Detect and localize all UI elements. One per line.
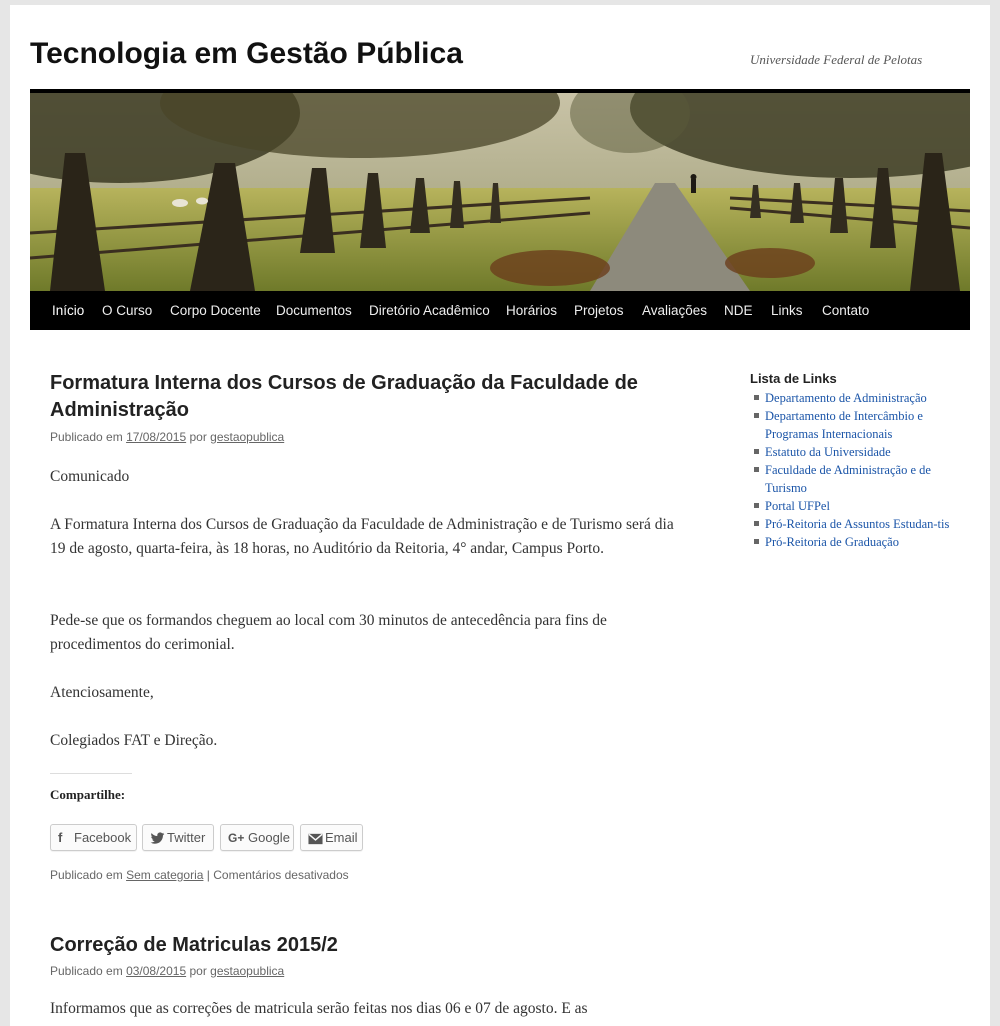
footer-separator: |: [206, 868, 210, 882]
post-paragraph: Atenciosamente,: [50, 684, 154, 701]
post-meta: [50, 964, 284, 978]
meta-by: por: [189, 430, 207, 444]
sidebar-link[interactable]: Estatuto da Universidade: [754, 443, 954, 461]
nav-item-o-curso[interactable]: O Curso: [102, 303, 153, 318]
share-email-label: Email: [325, 830, 358, 845]
google-plus-icon: G+: [228, 831, 245, 845]
meta-prefix: Publicado em: [50, 430, 123, 444]
post-author-link[interactable]: gestaopublica: [210, 964, 285, 978]
sidebar-link[interactable]: Pró-Reitoria de Graduação: [754, 533, 954, 551]
nav-item-inicio[interactable]: Início: [52, 303, 85, 318]
nav-item-diretorio-academico[interactable]: Diretório Acadêmico: [369, 303, 490, 318]
sidebar-title: Lista de Links: [750, 371, 837, 386]
post-date-link[interactable]: 03/08/2015: [126, 964, 187, 978]
post-paragraph: Pede-se que os formandos cheguem ao local com 30 minutos de antecedência para fins de procedimentos do cerimonial.: [50, 612, 607, 653]
share-email-button[interactable]: [300, 824, 363, 851]
comments-status: Comentários desativados: [213, 868, 349, 882]
category-link[interactable]: Sem categoria: [126, 868, 204, 882]
nav-item-contato[interactable]: Contato: [822, 303, 870, 318]
meta-by: por: [189, 964, 207, 978]
post-paragraph: Colegiados FAT e Direção.: [50, 732, 218, 749]
post-title[interactable]: Formatura Interna dos Cursos de Graduação da Faculdade de Administração: [50, 372, 638, 421]
site-description: Universidade Federal de Pelotas: [750, 52, 923, 67]
post-paragraph: Comunicado: [50, 468, 130, 485]
meta-prefix: Publicado em: [50, 964, 123, 978]
share-twitter-label: Twitter: [167, 830, 206, 845]
nav-item-links[interactable]: Links: [771, 303, 803, 318]
sidebar-link[interactable]: Departamento de Intercâmbio e Programas Internacionais: [754, 407, 954, 443]
sidebar-link[interactable]: Portal UFPel: [754, 497, 954, 515]
page: [10, 5, 990, 1026]
footer-prefix: Publicado em: [50, 868, 123, 882]
post-title[interactable]: Correção de Matriculas 2015/2: [50, 934, 338, 956]
facebook-icon: f: [58, 830, 63, 845]
envelope-icon: [308, 830, 325, 845]
post-paragraph: A Formatura Interna dos Cursos de Graduação da Faculdade de Administração e de Turismo será dia 19 de agosto, quarta-feira, às 18 horas, no Auditório da Reitoria, 4° andar, Campus Porto.: [50, 516, 674, 557]
post-author-link[interactable]: gestaopublica: [210, 430, 285, 444]
main-navigation: [30, 291, 970, 330]
share-heading: Compartilhe:: [50, 787, 126, 802]
post-date-link[interactable]: 17/08/2015: [126, 430, 187, 444]
nav-item-documentos[interactable]: Documentos: [276, 303, 352, 318]
share-google-label: Google: [248, 830, 290, 845]
twitter-icon: [150, 830, 167, 845]
header-banner-image: [30, 93, 970, 291]
sidebar-link[interactable]: Faculdade de Administração e de Turismo: [754, 461, 954, 497]
nav-item-avaliacoes[interactable]: Avaliações: [642, 303, 708, 318]
share-google-button[interactable]: [220, 824, 294, 851]
post-paragraph: Informamos que as correções de matricula serão feitas nos dias 06 e 07 de agosto. E as: [50, 1000, 588, 1017]
share-divider: [50, 773, 132, 774]
post-footer-meta: [50, 868, 349, 882]
sidebar-link[interactable]: Pró-Reitoria de Assuntos Estudan-tis: [754, 515, 954, 533]
share-facebook-button[interactable]: [50, 824, 137, 851]
share-facebook-label: Facebook: [74, 830, 132, 845]
nav-item-nde[interactable]: NDE: [724, 303, 753, 318]
nav-item-projetos[interactable]: Projetos: [574, 303, 624, 318]
sidebar-link-list: [754, 389, 954, 551]
nav-item-corpo-docente[interactable]: Corpo Docente: [170, 303, 261, 318]
site-title[interactable]: Tecnologia em Gestão Pública: [30, 37, 463, 70]
sidebar-link[interactable]: Departamento de Administração: [754, 389, 954, 407]
share-twitter-button[interactable]: [142, 824, 214, 851]
nav-item-horarios[interactable]: Horários: [506, 303, 558, 318]
post-meta: [50, 430, 284, 444]
